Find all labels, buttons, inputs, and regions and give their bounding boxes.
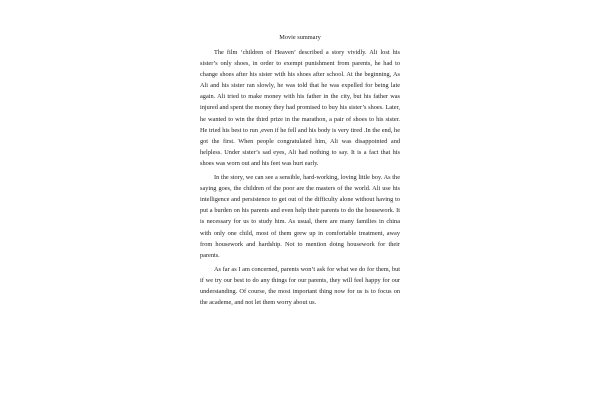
document-page xyxy=(200,32,400,311)
paragraph-3: As far as I am concerned, parents won’t ask for what we do for them, but if we try our best to do any things for our parents, they will feel happy for our understanding. Of course, the most important thing now for us is to focus on the academe, and not let them worry about us. xyxy=(200,265,400,307)
paragraph-2: In the story, we can see a sensible, hard-working, loving little boy. As the saying goes, the children of the poor are the masters of the world. Ali use his intelligence and persistence to get out of the difficulty alone without having to put a burden on his parents and even help their parents to do the housework. It is necessary for us to study him. As usual, there are many families in china with only one child, most of them grew up in comfortable treatment, away from housework and hardship. Not to mention doing housework for their parents. xyxy=(200,174,400,259)
paragraph-1: The film ‘children of Heaven’ described a story vividly. Ali lost his sister’s only shoes, in order to exempt punishment from parents, he had to change shoes after his sister with his shoes after school. At the beginning, As Ali and his sister ran slowly, he was told that he was expelled for being late again. Ali tried to make money with his father in the city, but his father was injured and spent the money they had promised to buy his sister’s shoes. Later, he wanted to win the third prize in the marathon, a pair of shoes to his sister. He tried his best to run ,even if he fell and his body is very tired .In the end, he got the first. When people congratulated him, Ali was disappointed and helpless. Under sister’s sad eyes, Ali had nothing to say. It is a fact that his shoes was worn out and his feet was hurt early. xyxy=(200,49,400,167)
document-title: Movie summary xyxy=(279,34,321,41)
